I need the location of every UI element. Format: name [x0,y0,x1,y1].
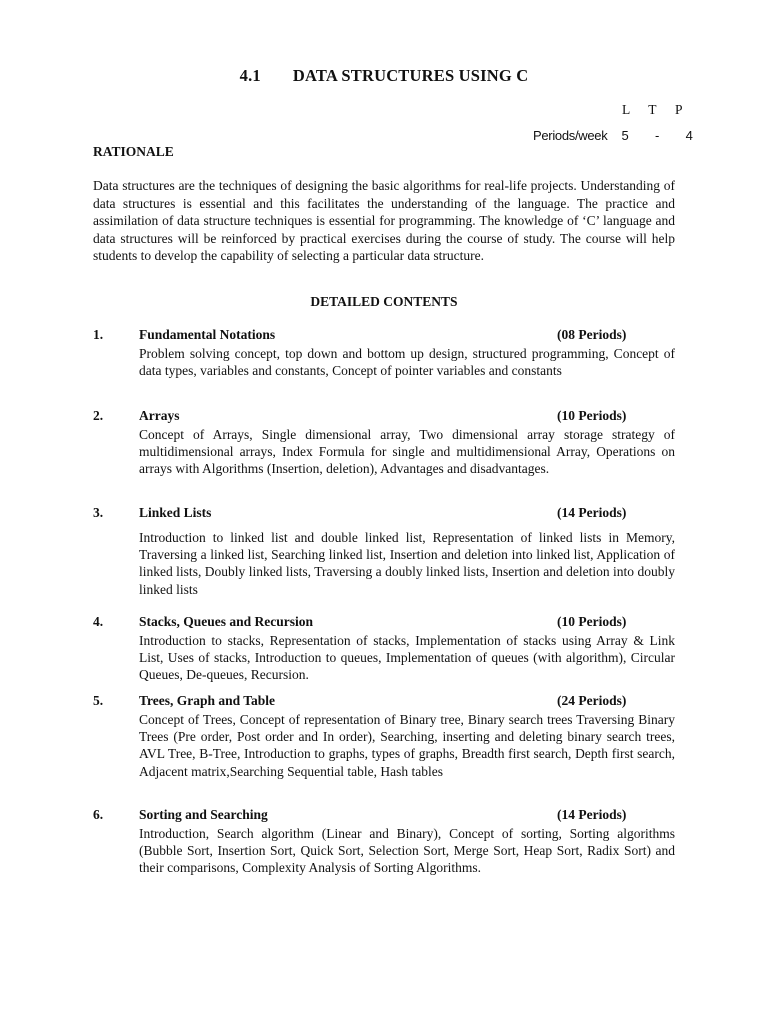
rationale-text: Data structures are the techniques of designing the basic algorithms for real-life projects. Understanding of data structures is essential and this facilitates the understanding of the language. The practice and assimilation of data structure techniques is essential for programming. The knowledge of ‘C’ language and data structures will be reinforced by practical exercises during the course of study. The course will help students to develop the capability of selecting a particular data structure. [93,178,675,264]
unit-periods: (14 Periods) [557,807,627,822]
unit-2 [93,408,675,478]
ltp-label: L T P [622,102,683,117]
unit-5 [93,693,675,780]
unit-description: Introduction to linked list and double linked list, Representation of linked lists in Memory, Traversing a linked list, Searching linked list, Insertion and deletion into linked list, Application of linked lists, Doubly linked lists, Traversing a doubly linked lists, Insertion and deletion into doubly linked lists [139,530,675,597]
unit-number: 2. [93,408,104,423]
unit-description: Concept of Arrays, Single dimensional array, Two dimensional array storage strategy of multidimensional arrays, Index Formula for single and multidimensional Array, Operations on arrays with Algorithms (Insertion, deletion), Advantages and disadvantages. [139,427,675,477]
unit-description: Introduction, Search algorithm (Linear and Binary), Concept of sorting, Sorting algorithms (Bubble Sort, Insertion Sort, Quick Sort, Selection Sort, Merge Sort, Heap Sort, Radix Sort) and their comparisons, Complexity Analysis of Sorting Algorithms. [139,826,675,876]
unit-1 [93,327,675,379]
periods-label: Periods/week [533,128,608,143]
unit-title: Fundamental Notations [139,327,276,342]
unit-title: Sorting and Searching [139,807,268,822]
unit-periods: (10 Periods) [557,614,627,629]
unit-periods: (14 Periods) [557,505,627,520]
unit-4 [93,614,675,684]
unit-number: 1. [93,327,104,342]
subject-number: 4.1 [239,66,261,85]
unit-number: 5. [93,693,104,708]
periods-values: 5 - 4 [621,128,693,143]
periods-per-week [533,128,693,143]
unit-number: 6. [93,807,104,822]
unit-3 [93,505,675,598]
page-title [0,66,768,86]
unit-periods: (24 Periods) [557,693,627,708]
unit-number: 3. [93,505,104,520]
detailed-contents-heading: DETAILED CONTENTS [310,294,458,309]
unit-title: Stacks, Queues and Recursion [139,614,314,629]
unit-6 [93,807,675,877]
unit-description: Problem solving concept, top down and bottom up design, structured programming, Concept of data types, variables and constants, Concept of pointer variables and constants [139,346,675,379]
unit-title: Arrays [139,408,180,423]
subject-title: DATA STRUCTURES USING C [292,66,529,85]
unit-periods: (08 Periods) [557,327,627,342]
unit-description: Introduction to stacks, Representation of stacks, Implementation of stacks using Array & Link List, Uses of stacks, Introduction to queues, Implementation of queues (with algorithm), Circular Queues, De-queues, Recursion. [139,633,675,683]
unit-title: Linked Lists [139,505,212,520]
rationale-heading: RATIONALE [93,144,174,159]
unit-description: Concept of Trees, Concept of representation of Binary tree, Binary search trees Traversing Binary Trees (Pre order, Post order and In order), Searching, inserting and deleting binary search trees, AVL Tree, B-Tree, Introduction to graphs, types of graphs, Breadth first search, Depth first search, Adjacent matrix,Searching Sequential table, Hash tables [139,712,675,779]
unit-number: 4. [93,614,104,629]
unit-periods: (10 Periods) [557,408,627,423]
unit-title: Trees, Graph and Table [139,693,276,708]
